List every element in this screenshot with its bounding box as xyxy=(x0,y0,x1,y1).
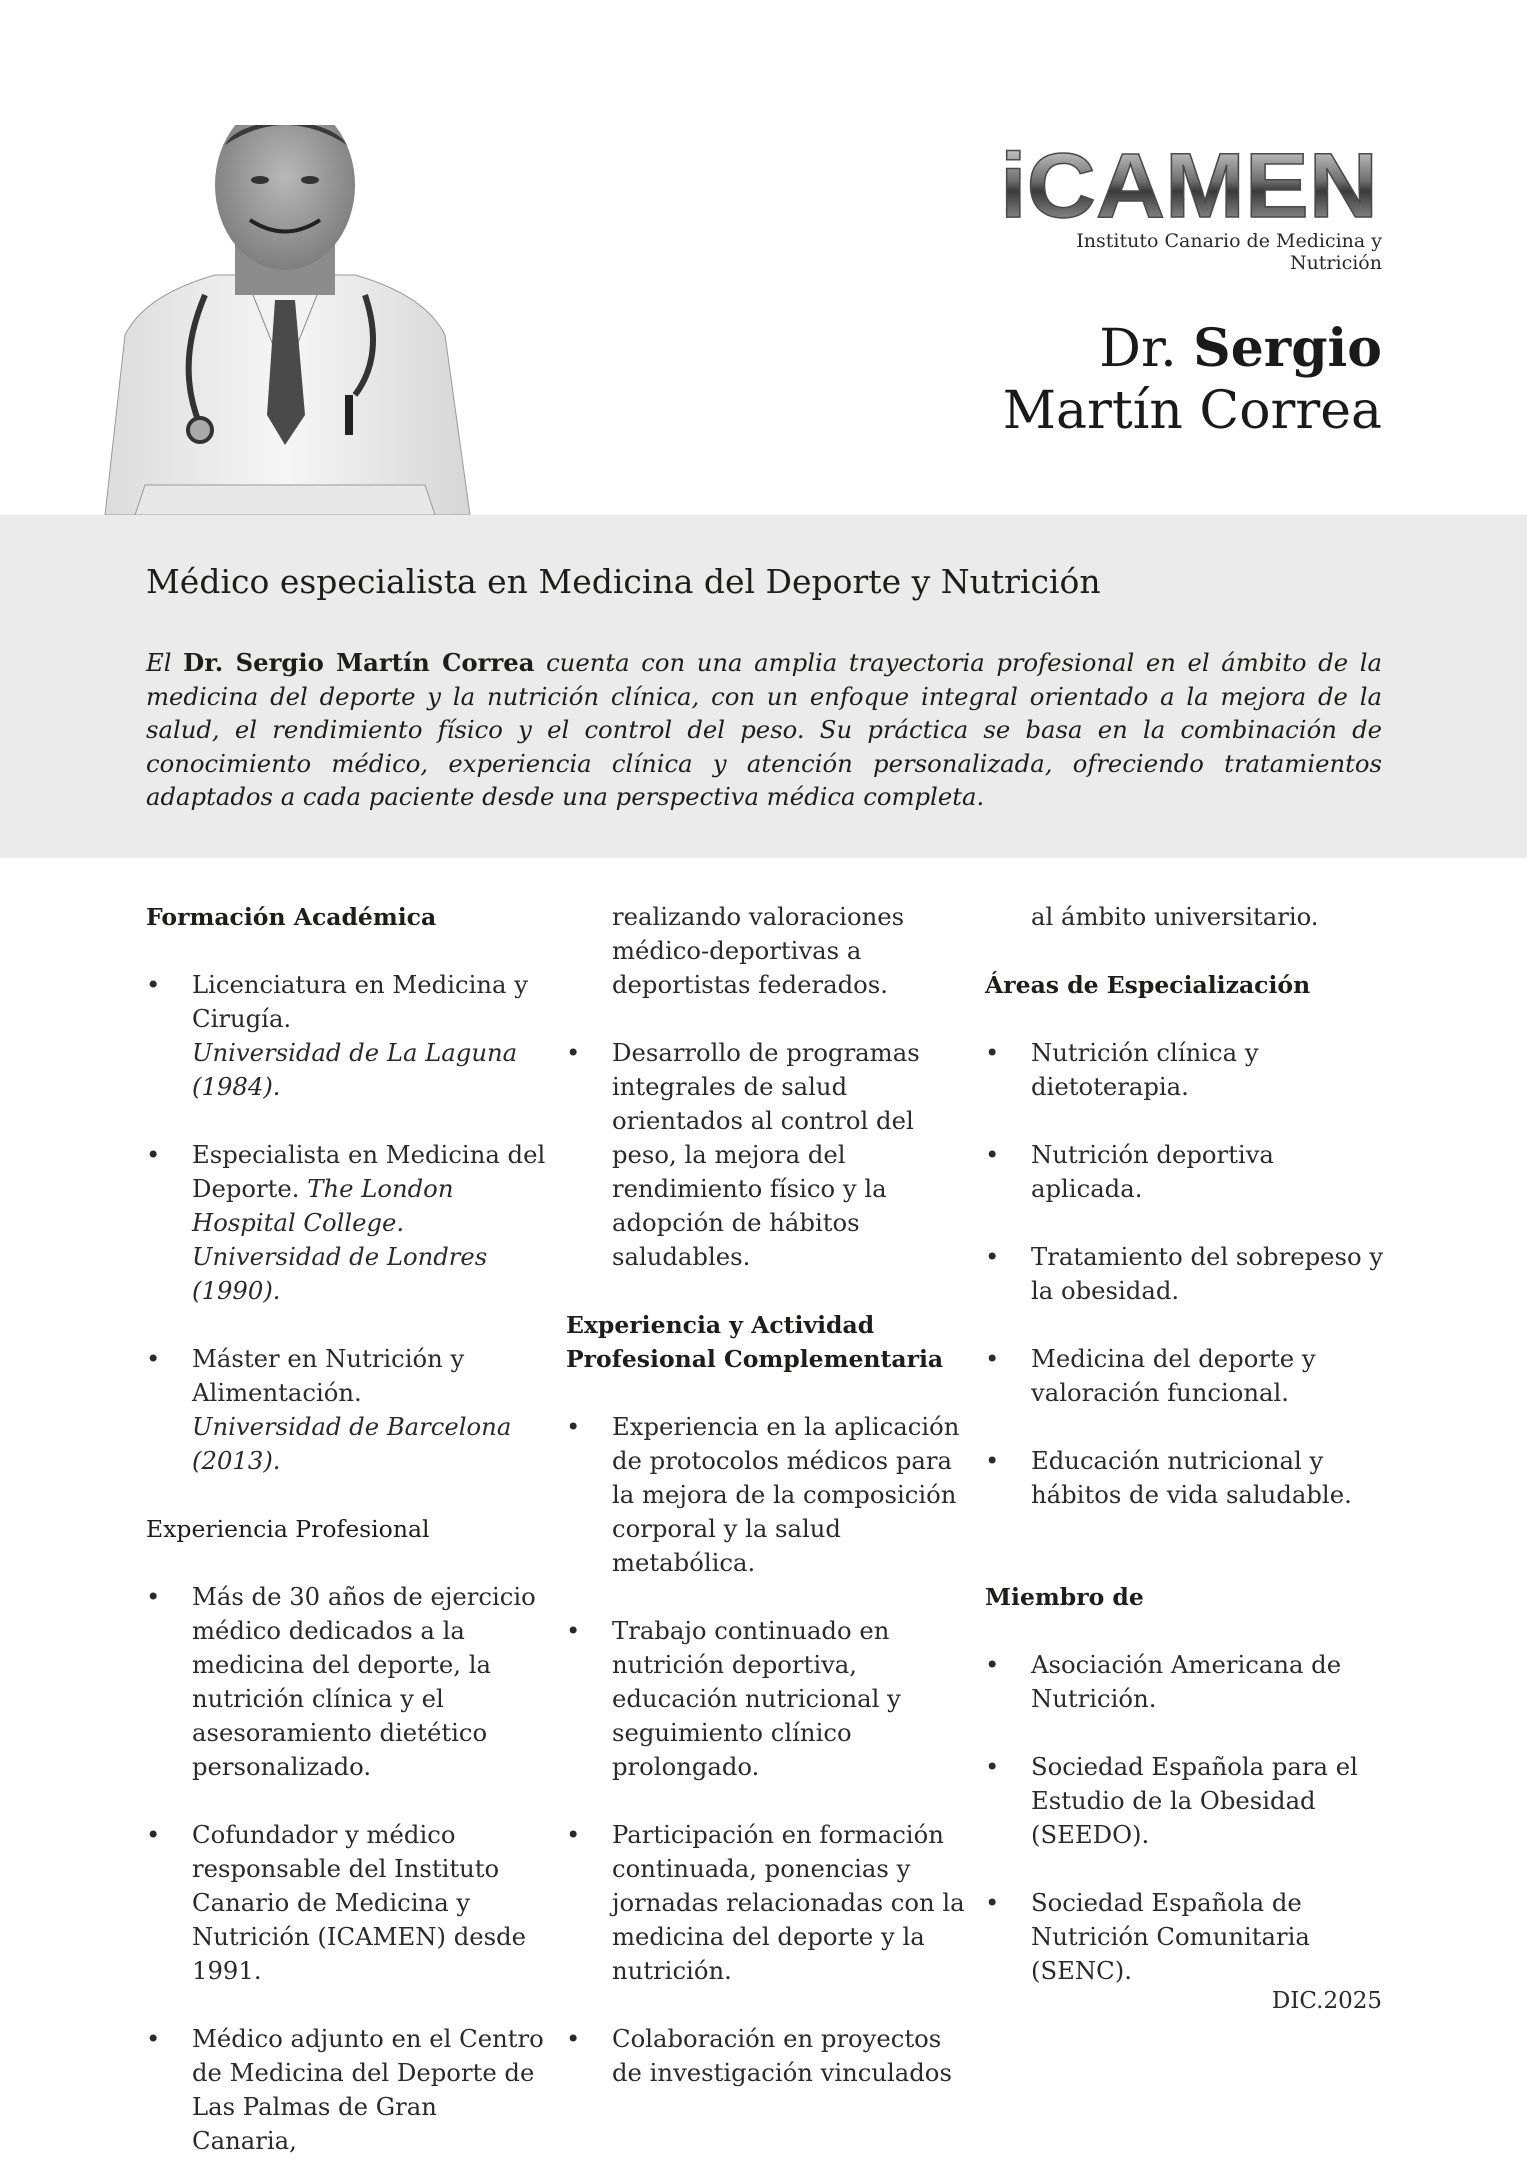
list-item-text: Desarrollo de programas integrales de salud orientados al control del peso, la mejora del rendimiento físico y la adopción de hábitos saludables. xyxy=(612,1038,920,1271)
list-item-text: Colaboración en proyectos de investigación vinculados xyxy=(612,2024,952,2087)
list-item xyxy=(566,1410,966,1580)
doctor-photo xyxy=(85,125,485,515)
list-item xyxy=(566,1036,966,1274)
list-item xyxy=(146,1580,546,1784)
bullet: • xyxy=(146,1820,161,1849)
degree-title: Máster en Nutrición y Alimentación. xyxy=(192,1344,465,1407)
list-item xyxy=(146,1818,546,1988)
degree-institution: The London Hospital College. Universidad de Londres (1990). xyxy=(192,1174,488,1305)
intro-bold-name: Dr. Sergio Martín Correa xyxy=(183,648,535,677)
list-item xyxy=(566,1818,966,1988)
list-item xyxy=(985,1444,1385,1512)
list-item xyxy=(985,1138,1385,1206)
list-item xyxy=(146,1342,546,1478)
bullet: • xyxy=(566,1038,581,1067)
bullet: • xyxy=(985,1344,1000,1373)
bullet: • xyxy=(146,1582,161,1611)
bullet: • xyxy=(985,1752,1000,1781)
list-item-text: Trabajo continuado en nutrición deportiva, educación nutricional y seguimiento clínico prolongado. xyxy=(612,1616,901,1781)
column-1 xyxy=(146,900,546,2158)
list-item-continued xyxy=(566,900,966,1002)
list-item xyxy=(146,968,546,1104)
list-item-text: realizando valoraciones médico-deportivas a deportistas federados. xyxy=(612,902,905,999)
bullet: • xyxy=(566,1616,581,1645)
intro-paragraph xyxy=(146,646,1382,814)
bullet: • xyxy=(985,1242,1000,1271)
list-item-text: Nutrición clínica y dietoterapia. xyxy=(1031,1038,1259,1101)
areas-list xyxy=(985,1036,1385,1512)
specialty-subtitle: Médico especialista en Medicina del Deporte y Nutrición xyxy=(146,562,1101,601)
list-item xyxy=(985,1342,1385,1410)
list-item xyxy=(146,2022,546,2158)
bullet: • xyxy=(566,1412,581,1441)
intro-lead: El xyxy=(146,648,172,677)
logo-subtitle: Instituto Canario de Medicina y Nutrición xyxy=(1076,230,1382,274)
list-item-text: Más de 30 años de ejercicio médico dedicados a la medicina del deporte, la nutrición clínica y el asesoramiento dietético personalizado. xyxy=(192,1582,536,1781)
list-item-continued xyxy=(985,900,1385,934)
name-prefix: Dr. xyxy=(1099,319,1177,379)
list-item-text: Educación nutricional y hábitos de vida saludable. xyxy=(1031,1446,1352,1509)
list-item-text: Experiencia en la aplicación de protocolos médicos para la mejora de la composición corporal y la salud metabólica. xyxy=(612,1412,960,1577)
list-item xyxy=(566,2022,966,2090)
bullet: • xyxy=(146,970,161,999)
complementaria-list-continued xyxy=(985,900,1385,934)
degree-title: Licenciatura en Medicina y Cirugía. xyxy=(192,970,528,1033)
section-heading-experiencia: Experiencia Profesional xyxy=(146,1515,430,1543)
section-heading-areas: Áreas de Especialización xyxy=(985,971,1311,999)
list-item xyxy=(985,1036,1385,1104)
bullet: • xyxy=(146,1344,161,1373)
miembro-list xyxy=(985,1648,1385,1988)
list-item-text: Médico adjunto en el Centro de Medicina del Deporte de Las Palmas de Gran Canaria, xyxy=(192,2024,544,2155)
degree-title: Especialista en Medicina del Deporte. xyxy=(192,1140,546,1203)
bullet: • xyxy=(566,1820,581,1849)
bullet: • xyxy=(566,2024,581,2053)
bullet: • xyxy=(985,1650,1000,1679)
list-item-text: Sociedad Española de Nutrición Comunitaria (SENC). xyxy=(1031,1888,1310,1985)
bullet: • xyxy=(146,1140,161,1169)
bullet: • xyxy=(985,1888,1000,1917)
bullet: • xyxy=(985,1140,1000,1169)
section-heading-complementaria: Experiencia y Actividad Profesional Complementaria xyxy=(566,1311,944,1373)
list-item xyxy=(985,1750,1385,1852)
bullet: • xyxy=(146,2024,161,2053)
bullet: • xyxy=(985,1038,1000,1067)
degree-institution: Universidad de Barcelona (2013). xyxy=(192,1412,512,1475)
experiencia-list-continued xyxy=(566,900,966,1274)
logo-wordmark: iCAMEN xyxy=(1000,145,1378,225)
doctor-name xyxy=(880,318,1382,442)
list-item-text: Cofundador y médico responsable del Instituto Canario de Medicina y Nutrición (ICAMEN) desde 1991. xyxy=(192,1820,527,1985)
list-item-text: Tratamiento del sobrepeso y la obesidad. xyxy=(1031,1242,1384,1305)
list-item xyxy=(146,1138,546,1308)
column-2 xyxy=(566,900,966,2090)
column-3 xyxy=(985,900,1385,2022)
spacer xyxy=(985,1546,1385,1580)
list-item-text: Asociación Americana de Nutrición. xyxy=(1031,1650,1342,1713)
section-heading-formacion: Formación Académica xyxy=(146,903,437,931)
list-item-text: Participación en formación continuada, ponencias y jornadas relacionadas con la medicina del deporte y la nutrición. xyxy=(612,1820,965,1985)
list-item-text: Medicina del deporte y valoración funcional. xyxy=(1031,1344,1316,1407)
list-item xyxy=(985,1240,1385,1308)
list-item-text: Sociedad Española para el Estudio de la Obesidad (SEEDO). xyxy=(1031,1752,1358,1849)
list-item xyxy=(566,1614,966,1784)
list-item-text: al ámbito universitario. xyxy=(1031,902,1319,931)
list-item-text: Nutrición deportiva aplicada. xyxy=(1031,1140,1274,1203)
degree-institution: Universidad de La Laguna (1984). xyxy=(192,1038,518,1101)
list-item xyxy=(985,1886,1385,1988)
icamen-logo xyxy=(1000,145,1380,225)
document-date: DIC.2025 xyxy=(1271,1988,1382,2014)
complementaria-list xyxy=(566,1410,966,2090)
formacion-list xyxy=(146,968,546,1478)
list-item xyxy=(985,1648,1385,1716)
section-heading-miembro: Miembro de xyxy=(985,1583,1144,1611)
name-first: Sergio xyxy=(1193,318,1382,379)
intro-text: cuenta con una amplia trayectoria profesional en el ámbito de la medicina del deporte y la nutrición clínica, con un enfoque integral orientado a la mejora de la salud, el rendimiento físico y el control del peso. Su práctica se basa en la combinación de conocimiento médico, experiencia clínica y atención personalizada, ofreciendo tratamientos adaptados a cada paciente desde una perspectiva médica completa. xyxy=(146,648,1382,811)
experiencia-list xyxy=(146,1580,546,2158)
bullet: • xyxy=(985,1446,1000,1475)
name-last: Martín Correa xyxy=(1002,381,1382,441)
